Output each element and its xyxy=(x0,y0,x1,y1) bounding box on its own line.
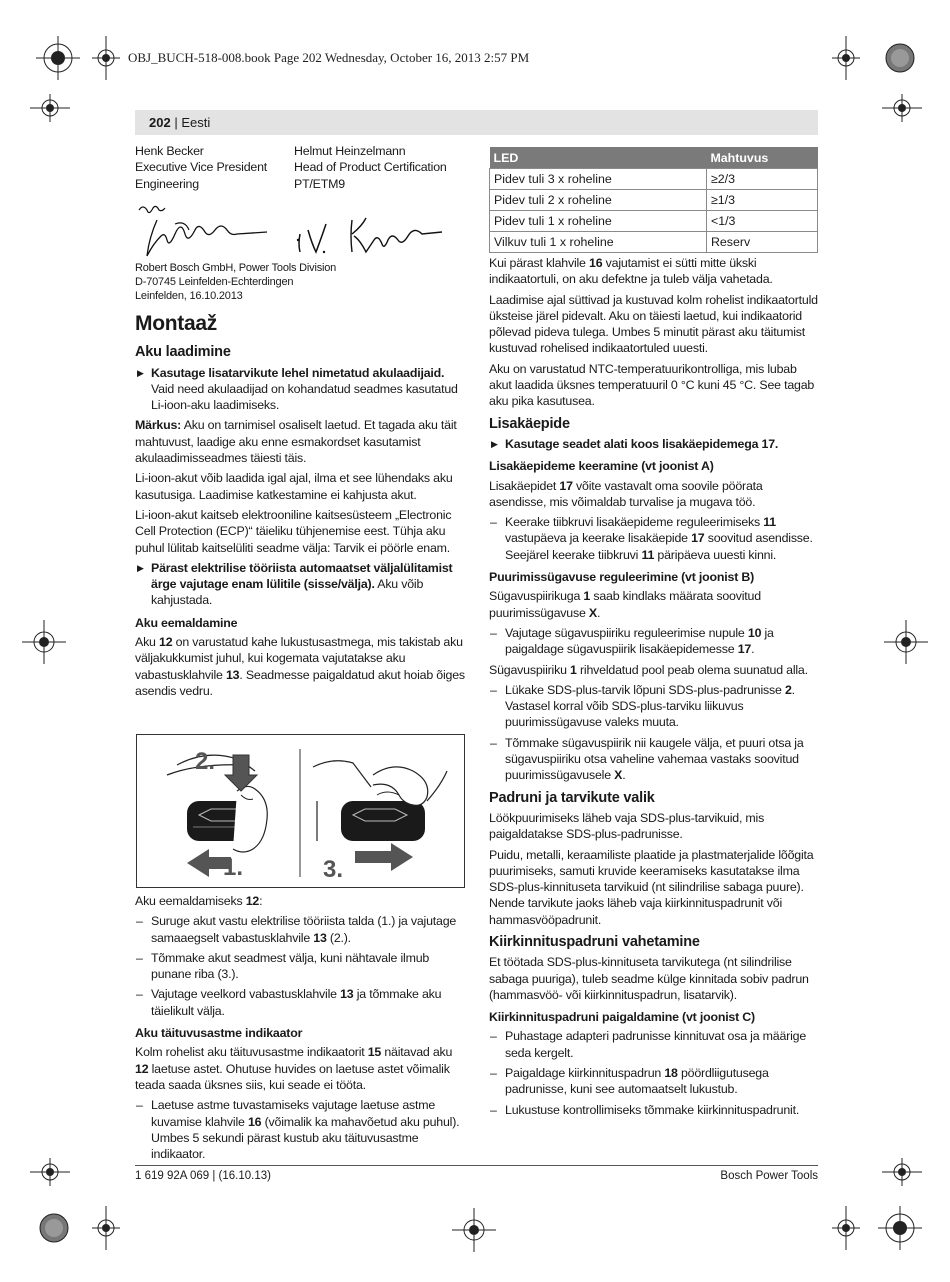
crop-mark-bottom-right xyxy=(826,1206,866,1250)
table-row xyxy=(490,211,818,232)
color-target-bottom-left xyxy=(32,1206,76,1250)
step-release-battery xyxy=(135,986,465,1019)
text-run: vastupäeva ja keerake lisakäepide xyxy=(505,531,692,546)
text-run: Kolm rohelist aku täituvusastme indikaatorit xyxy=(135,1045,368,1060)
section-title: Montaaž xyxy=(135,312,217,335)
table-cell: Pidev tuli 3 x roheline xyxy=(490,169,707,190)
table-cell: Reserv xyxy=(706,232,817,253)
crop-mark-left-upper xyxy=(30,88,70,128)
safety-note-bold: Pärast elektrilise tööriista automaatset väljalülitamist ärge vajutage enam lülitile (sisse/välja). xyxy=(151,560,453,592)
table-header: LED xyxy=(490,147,707,169)
step-clean-adapter: – Puhastage adapteri padrunisse kinnituvat osa ja määrige seda kergelt. xyxy=(489,1028,818,1061)
battery-removal-figure xyxy=(136,734,465,888)
safety-note-text: Aku võib kahjustada. xyxy=(151,577,424,608)
text-run: vajutamist ei sütti mitte ükski indikaatortuli, on aku defektne ja tuleb välja vahetada. xyxy=(489,256,773,287)
safety-note-bold: Kasutage seadet alati koos lisakäepidemega 17. xyxy=(505,436,779,451)
step-press-button xyxy=(489,625,818,658)
text-run: näitavad aku xyxy=(381,1045,453,1060)
paragraph-liion-1: Li-ioon-akut võib laadida igal ajal, ilma et see lühendaks aku kasutusiga. Laadimise katkestamine ei kahjusta akut. xyxy=(135,471,453,502)
text-run: Keerake tiibkruvi lisakäepideme reguleerimiseks xyxy=(505,515,764,530)
text-run: päripäeva uuesti kinni. xyxy=(654,547,777,562)
ref-number: 17 xyxy=(559,478,573,493)
safety-note-handle xyxy=(489,436,818,452)
text-run: rihveldatud pool peab olema suunatud alla. xyxy=(576,662,808,677)
table-cell: Pidev tuli 2 x roheline xyxy=(490,190,707,211)
heading-padruni: Padruni ja tarvikute valik xyxy=(489,789,655,806)
note-text: Aku on tarnimisel osaliselt laetud. Et tagada aku täit mahtuvust, laadige aku enne esmakordset kasutamist akulaadimisseadmes täiesti täis. xyxy=(135,418,457,466)
paragraph-markus xyxy=(135,417,465,466)
paragraph-indikaator xyxy=(135,1044,465,1093)
company-line: Robert Bosch GmbH, Power Tools Division xyxy=(135,262,337,274)
safety-note-text: Vaid need akulaadijad on kohandatud seadmes kasutatud Li-ioon-aku laadimiseks. xyxy=(151,381,458,413)
table-row xyxy=(490,232,818,253)
heading-lisakaepide: Lisakäepide xyxy=(489,415,570,432)
ref-number: 13 xyxy=(340,987,354,1002)
table-header-row xyxy=(490,147,818,169)
text-run: . Seadmesse paigaldatud akut hoiab õiges asendis vedru. xyxy=(135,667,465,698)
paragraph-padruni-1: Löökpuurimiseks läheb vaja SDS-plus-tarvikuid, mis paigaldatakse SDS-plus-padrunisse. xyxy=(489,810,765,842)
paragraph-rihveldatud xyxy=(489,662,818,678)
ref-number: 13 xyxy=(313,930,327,945)
company-address xyxy=(135,261,455,303)
footer-code: 1 619 92A 069 | (16.10.13) xyxy=(135,1170,271,1182)
table-cell: <1/3 xyxy=(706,211,817,232)
ref-number: 12 xyxy=(159,635,173,650)
company-line: D-70745 Leinfelden-Echterdingen xyxy=(135,276,294,288)
paragraph-kiirkinnitus: Et töötada SDS-plus-kinnituseta tarvikutega (nt silindrilise sabaga puuriga), tuleb seadme külge kinnitada sobiv padrun (hammasvöö- või kiirkinnituspadrun, lisatarvik). xyxy=(489,955,809,1002)
text-run: : xyxy=(259,894,263,908)
page-footer xyxy=(135,1165,818,1182)
crop-mark-top-left xyxy=(86,36,126,80)
heading-paigaldamine: Kiirkinnituspadruni paigaldamine (vt joonist C) xyxy=(489,1010,755,1025)
paragraph-eemaldamine xyxy=(135,634,465,699)
signatory-title: Head of Product Certification xyxy=(294,160,447,175)
text-run: Kui pärast klahvile xyxy=(489,256,589,270)
footer-brand: Bosch Power Tools xyxy=(720,1170,818,1182)
text-run: Sügavuspiirikuga xyxy=(489,589,584,604)
heading-aku-laadimine: Aku laadimine xyxy=(135,344,231,361)
text-run: soovitud asendisse. Seejärel keerake tiibkruvi xyxy=(505,531,813,562)
step-pull-battery: – Tõmmake akut seadmest välja, kuni nähtavale ilmub punane riba (3.). xyxy=(135,950,465,983)
text-run: laetuse astet. Ohutuse huvides on laetuse astet võimalik teada saada üksnes siis, kui seade ei tööta. xyxy=(135,1061,450,1092)
step-check-charge xyxy=(135,1097,465,1162)
table-row xyxy=(490,190,818,211)
text-run: ja tõmmake aku täielikult välja. xyxy=(151,987,442,1018)
figure-label-step1: 1. xyxy=(223,854,244,881)
page-header-bar xyxy=(135,110,818,135)
table-row xyxy=(490,169,818,190)
paragraph-eemaldamiseks xyxy=(135,893,465,909)
text-run: Laetuse astme tuvastamiseks vajutage laetuse astme kuvamise klahvile xyxy=(151,1098,436,1129)
language-label: Eesti xyxy=(181,115,211,130)
heading-kiirkinnitus: Kiirkinnituspadruni vahetamine xyxy=(489,933,700,950)
text-run: Lükake SDS-plus-tarvik lõpuni SDS-plus-padrunisse xyxy=(505,682,785,697)
ref-number: 12 xyxy=(135,1061,149,1076)
crop-mark-left-lower xyxy=(30,1152,70,1192)
ref-number: 15 xyxy=(367,1045,382,1060)
paragraph-charging-leds: Laadimise ajal süttivad ja kustuvad kolm rohelist indikaatortuld üksteise järel pidevalt. Aku on täiesti laetud, kui indikaatorid põlevad pideva tulega. Umbes 5 minutit pärast aku täitumist kustuvad rohelised indikaatortuled uuesti. xyxy=(489,292,818,356)
ref-number: 11 xyxy=(763,515,776,530)
text-run: Vajutage sügavuspiiriku reguleerimise nupule xyxy=(505,625,748,640)
table-cell: ≥2/3 xyxy=(706,169,817,190)
text-run: Vajutage veelkord vabastusklahvile xyxy=(151,987,341,1002)
header-separator: | xyxy=(174,115,178,130)
text-run: on varustatud kahe lukustusastmega, mis takistab aku väljakukkumist juhul, kui kogemata vajutatakse aku vabastusklahvile xyxy=(135,635,463,682)
ref-number: 17 xyxy=(737,642,752,657)
ref-number: 16 xyxy=(589,256,603,270)
text-run: Paigaldage kiirkinnituspadrun xyxy=(505,1066,665,1081)
ref-number: 1 xyxy=(583,589,591,604)
note-label: Märkus: xyxy=(135,418,182,433)
left-column xyxy=(135,306,465,703)
registration-mark-bottom-right xyxy=(878,1206,922,1250)
registration-mark-left-middle xyxy=(22,620,66,664)
table-cell: Pidev tuli 1 x roheline xyxy=(490,211,707,232)
paragraph-keeramine xyxy=(489,478,818,511)
led-status-table xyxy=(489,147,818,253)
signatory-right xyxy=(294,143,474,192)
text-run: (2.). xyxy=(326,930,351,945)
signatory-left xyxy=(135,143,285,192)
company-line: Leinfelden, 16.10.2013 xyxy=(135,290,243,302)
signatory-dept: PT/ETM9 xyxy=(294,176,345,191)
text-run: Tõmmake sügavuspiirik nii kaugele välja, et puuri otsa ja sügavuspiiriku otsa vaheline vahemaa vastaks soovitud puurimissügavusele xyxy=(505,735,804,783)
ref-number: 11 xyxy=(641,547,655,562)
page-header xyxy=(149,115,210,130)
ref-number: 12 xyxy=(245,894,260,908)
ref-number: 10 xyxy=(747,625,762,640)
ref-number: 18 xyxy=(664,1066,678,1081)
step-install-chuck xyxy=(489,1065,818,1098)
registration-mark-top-left xyxy=(36,36,80,80)
paragraph-sugavus xyxy=(489,588,818,621)
table-cell: ≥1/3 xyxy=(706,190,817,211)
handwritten-signature-right xyxy=(294,212,454,265)
step-check-lock: – Lukustuse kontrollimiseks tõmmake kiirkinnituspadrunit. xyxy=(489,1102,818,1118)
figure-label-step2: 2. xyxy=(195,748,216,775)
text-run: . Vastasel korral võib SDS-plus-tarviku liikuvus puurimissügavuse valeks muuta. xyxy=(505,682,795,730)
registration-mark-right-middle xyxy=(884,620,928,664)
figure-label-step3: 3. xyxy=(323,856,344,883)
signatory-name: Helmut Heinzelmann xyxy=(294,144,406,158)
text-run: Aku eemaldamiseks xyxy=(135,894,246,908)
signatory-title: Executive Vice President xyxy=(135,160,268,175)
ref-number: 1 xyxy=(570,662,577,677)
crop-mark-bottom-left xyxy=(86,1206,126,1250)
text-run: (võimalik ka mahavõetud aku puhul). Umbes 5 sekundi pärast kustub aku täituvusastme indikaator. xyxy=(151,1114,460,1162)
heading-sugavus: Puurimissügavuse reguleerimine (vt joonist B) xyxy=(489,570,755,585)
heading-aku-eemaldamine: Aku eemaldamine xyxy=(135,615,238,630)
crop-mark-top-right xyxy=(826,36,866,80)
text-run: saab kindlaks määrata soovitud puurimissügavuse xyxy=(489,589,761,620)
table-header: Mahtuvus xyxy=(706,147,817,169)
safety-note-chargers xyxy=(135,365,465,414)
step-insert-tool xyxy=(489,682,818,731)
registration-mark-bottom-center xyxy=(452,1208,496,1252)
step-pull-depth-stop xyxy=(489,735,818,784)
step-push-battery xyxy=(135,913,465,946)
handwritten-signature-left xyxy=(135,200,285,267)
text-run: . xyxy=(751,642,755,657)
right-column xyxy=(489,255,818,1122)
safety-note-bold: Kasutage lisatarvikute lehel nimetatud akulaadijaid. xyxy=(151,365,445,380)
text-run: Sügavuspiiriku xyxy=(489,662,571,677)
text-run: . xyxy=(596,605,601,620)
led-table-wrapper xyxy=(489,147,818,253)
signatory-name: Henk Becker xyxy=(135,144,204,158)
safety-note-switch xyxy=(135,560,465,609)
paragraph-ntc: Aku on varustatud NTC-temperatuurikontrolliga, mis lubab akut laadida üksnes temperatuuril 0 °C kuni 45 °C. See tagab aku pika kasutusea. xyxy=(489,361,815,409)
ref-number: 13 xyxy=(225,667,240,682)
text-run: ja paigaldage sügavuspiirik lisakäepidemesse xyxy=(505,625,774,657)
book-file-line: OBJ_BUCH-518-008.book Page 202 Wednesday, October 16, 2013 2:57 PM xyxy=(128,50,530,65)
text-run: Suruge akut vastu elektrilise tööriista talda (1.) ja vajutage samaaegselt vabastusklahvile xyxy=(151,914,457,945)
heading-indikaator: Aku täituvusastme indikaator xyxy=(135,1026,303,1041)
ref-number: 16 xyxy=(247,1114,262,1129)
step-rotate-handle xyxy=(489,514,818,563)
page-number: 202 xyxy=(149,115,171,130)
signatory-dept: Engineering xyxy=(135,176,199,191)
ref-letter: X xyxy=(614,768,623,783)
crop-mark-right-upper xyxy=(882,88,922,128)
ref-letter: X xyxy=(588,605,597,620)
crop-mark-right-lower xyxy=(882,1152,922,1192)
ref-number: 17 xyxy=(691,531,705,546)
heading-keeramine: Lisakäepideme keeramine (vt joonist A) xyxy=(489,459,714,474)
text-run: . xyxy=(622,768,626,783)
table-cell: Vilkuv tuli 1 x roheline xyxy=(490,232,707,253)
color-target-top-right xyxy=(878,36,922,80)
left-column-lower xyxy=(135,893,465,1166)
text-run: pöördliigutusega padrunisse, kuni see automaatselt lukustub. xyxy=(505,1066,769,1097)
text-run: võite vastavalt oma soovile pöörata asendisse, mis võimaldab turvalise ja mugava töö. xyxy=(489,478,763,509)
paragraph-liion-2: Li-ioon-akut kaitseb elektrooniline kaitsesüsteem „Electronic Cell Protection (ECP)“ täieliku tühjenemise eest. Tühja aku puhul lülitab kaitselüliti seadme välja: Tarvik ei pöörle enam. xyxy=(135,507,452,555)
paragraph-defect xyxy=(489,255,818,288)
text-run: Lisakäepidet xyxy=(489,478,560,493)
ref-number: 2 xyxy=(784,682,792,697)
paragraph-padruni-2: Puidu, metalli, keraamiliste plaatide ja plastmaterjalide lõõgita puurimiseks, samuti kruvide keeramiseks kasutatakse ilma SDS-plus-kinnituseta tarvikuid (nt silindrilise sabaga puure). Nende tarvikute jaoks läheb vaja kiirkinnituspadrunit või hammasvööpadrunit. xyxy=(489,847,814,927)
text-run: Aku xyxy=(135,635,159,650)
